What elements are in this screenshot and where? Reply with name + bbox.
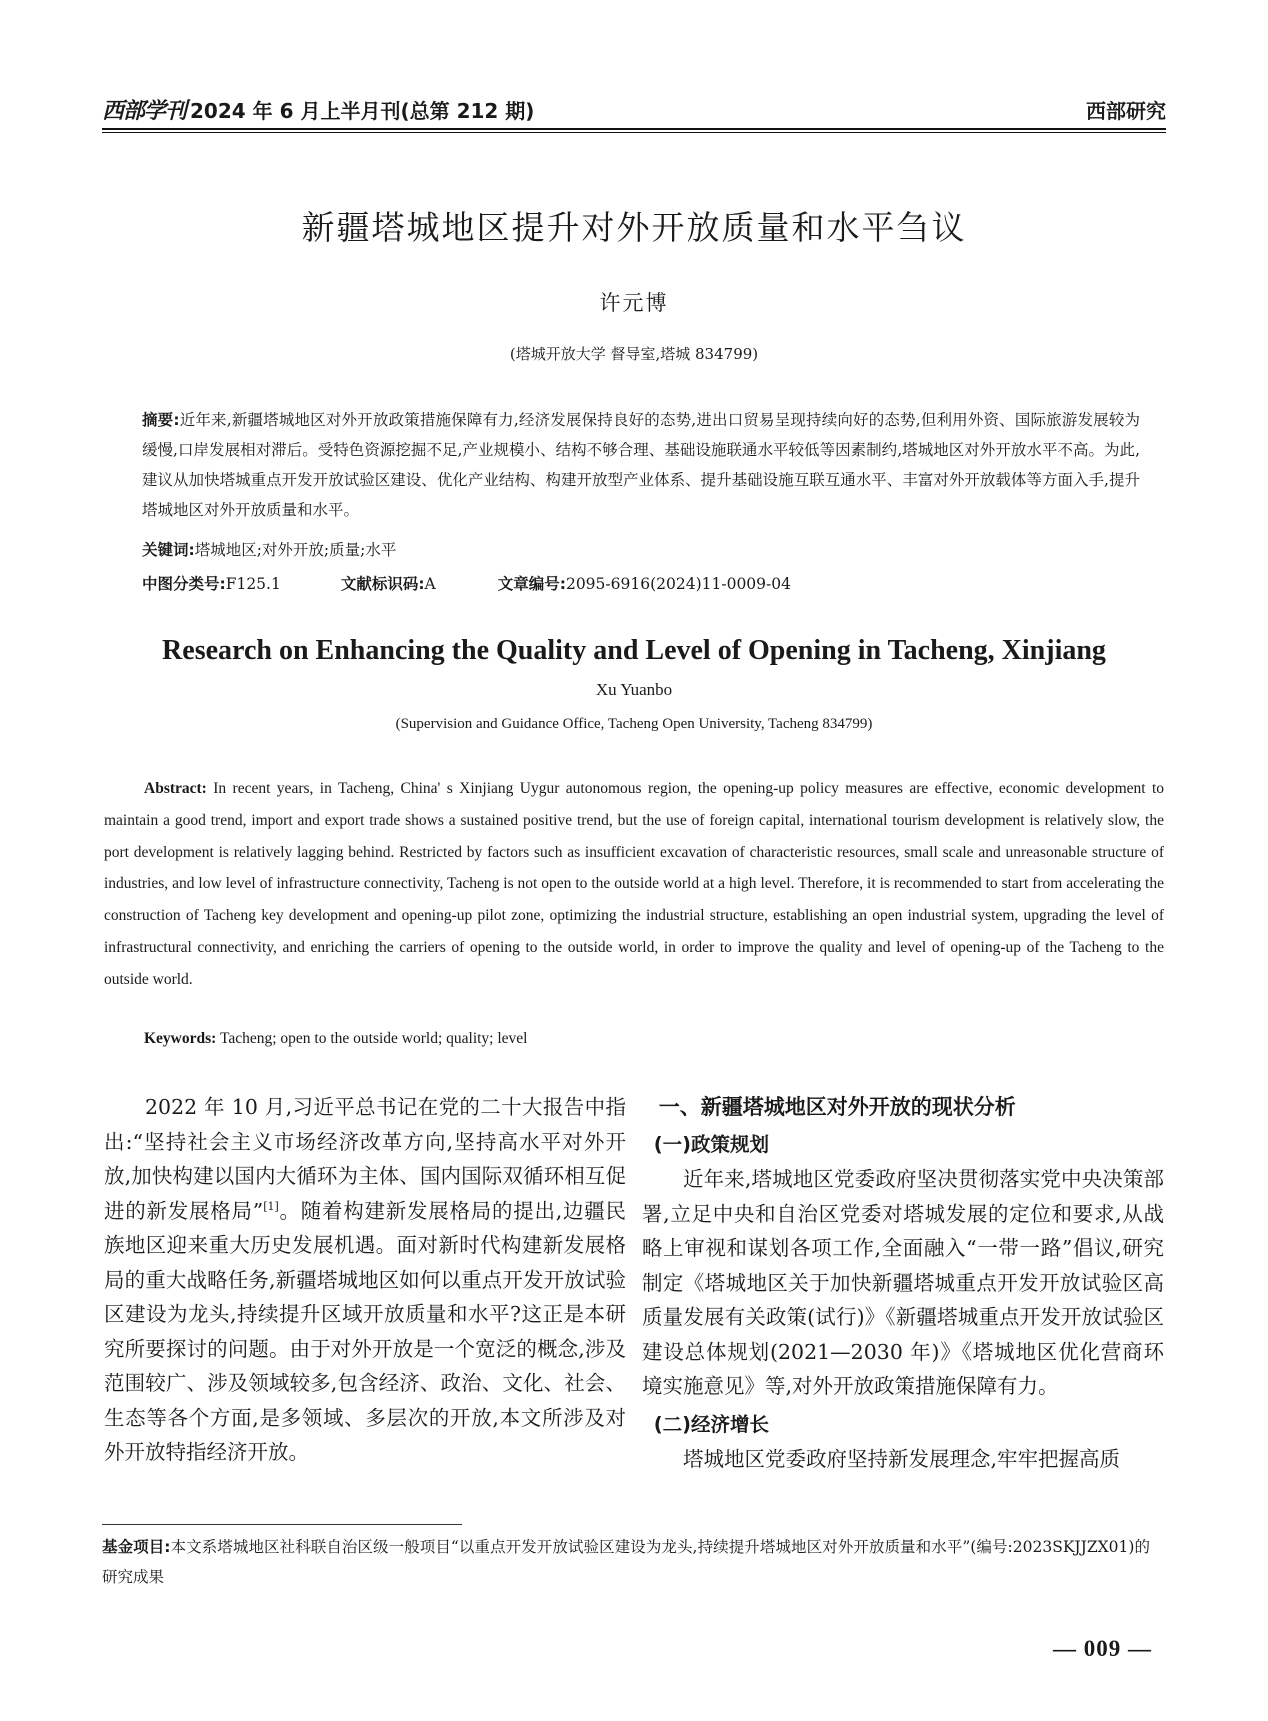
affiliation-chinese: (塔城开放大学 督导室,塔城 834799) (509, 345, 759, 363)
classification-line (142, 572, 849, 594)
keywords-english-label: Keywords: (144, 1030, 217, 1047)
article-number-value: 2095-6916(2024)11-0009-04 (565, 575, 791, 593)
keywords-chinese-text: 塔城地区;对外开放;质量;水平 (194, 541, 397, 559)
citation-ref[interactable]: [1] (263, 1199, 279, 1213)
intro-text-part1: 2022 年 10 月,习近平总书记在党的二十大报告中指出:“坚持社会主义市场经济改革方向,坚持高水平对外开放,加快构建以国内大循环为主体、国内国际双循环相互促进的新发展格局” (104, 1095, 626, 1223)
keywords-chinese-label: 关键词: (142, 541, 195, 559)
journal-logo: 西部学刊 (102, 97, 187, 124)
intro-paragraph (104, 1090, 626, 1470)
title-chinese: 新疆塔城地区提升对外开放质量和水平刍议 (301, 208, 967, 247)
issue-info: 2024 年 6 月上半月刊(总第 212 期) (190, 98, 535, 123)
abstract-chinese (142, 405, 1140, 525)
section-heading: 一、新疆塔城地区对外开放的现状分析 (658, 1095, 1016, 1119)
section-name: 西部研究 (1086, 98, 1166, 123)
doc-code-value: A (424, 575, 436, 593)
page-number: — 009 — (1053, 1636, 1152, 1661)
running-header (102, 92, 1166, 126)
subsection-heading-policy: (一)政策规划 (653, 1133, 770, 1156)
doc-code-label: 文献标识码: (340, 575, 425, 593)
abstract-english (104, 773, 1164, 996)
body-column-right (642, 1090, 1164, 1476)
funding-label: 基金项目: (102, 1538, 171, 1556)
funding-footnote (102, 1532, 1150, 1592)
author-chinese: 许元博 (599, 291, 669, 315)
clc-label: 中图分类号: (142, 575, 226, 593)
abstract-chinese-label: 摘要: (142, 411, 180, 429)
economy-paragraph: 塔城地区党委政府坚持新发展理念,牢牢把握高质 (683, 1446, 1121, 1471)
policy-paragraph: 近年来,塔城地区党委政府坚决贯彻落实党中央决策部署,立足中央和自治区党委对塔城发展的定位和要求,从战略上审视和谋划各项工作,全面融入“一带一路”倡议,研究制定《塔城地区关于加快新疆塔城重点开发开放试验区高质量发展有关政策(试行)》《新疆塔城重点开发开放试验区建设总体规划(2021—2030 年)》《塔城地区优化营商环境实施意见》等,对外开放政策措施保障有力。 (642, 1167, 1164, 1398)
abstract-chinese-text: 近年来,新疆塔城地区对外开放政策措施保障有力,经济发展保持良好的态势,进出口贸易呈现持续向好的态势,但利用外资、国际旅游发展较为缓慢,口岸发展相对滞后。受特色资源挖掘不足,产业规模小、结构不够合理、基础设施联通水平较低等因素制约,塔城地区对外开放水平不高。为此,建议从加快塔城重点开发开放试验区建设、优化产业结构、构建开放型产业体系、提升基础设施互联互通水平、丰富对外开放载体等方面入手,提升塔城地区对外开放质量和水平。 (142, 411, 1141, 519)
header-left (102, 94, 534, 125)
article-number-label: 文章编号: (497, 575, 566, 593)
title-english: Research on Enhancing the Quality and Level of Opening in Tacheng, Xinjiang (162, 635, 1106, 666)
body-column-left (104, 1090, 626, 1470)
footnote-rule (102, 1524, 462, 1525)
header-rule (102, 128, 1166, 133)
keywords-english-text: Tacheng; open to the outside world; quality; level (219, 1030, 528, 1047)
funding-text: 本文系塔城地区社科联自治区级一般项目“以重点开发开放试验区建设为龙头,持续提升塔城地区对外开放质量和水平”(编号:2023SKJJZX01)的研究成果 (102, 1538, 1150, 1586)
abstract-english-text: In recent years, in Tacheng, China' s Xinjiang Uygur autonomous region, the opening-up policy measures are effective, economic development to maintain a good trend, import and export trade shows a sustained positive trend, but the use of foreign capital, international tourism development is relatively slow, the port development is relatively lagging behind. Restricted by factors such as insufficient excavation of characteristic resources, small scale and unreasonable structure of industries, and low level of infrastructure connectivity, Tacheng is not open to the outside world at a high level. Therefore, it is recommended to start from accelerating the construction of Tacheng key development and opening-up pilot zone, optimizing the industrial structure, establishing an open industrial system, upgrading the level of infrastructural connectivity, and enriching the carriers of opening to the outside world, in order to improve the quality and level of opening-up of the Tacheng to the outside world. (104, 780, 1165, 988)
author-english: Xu Yuanbo (595, 680, 673, 699)
keywords-chinese (142, 538, 396, 560)
intro-text-part2: 。随着构建新发展格局的提出,边疆民族地区迎来重大历史发展机遇。面对新时代构建新发展格局的重大战略任务,新疆塔城地区如何以重点开发开放试验区建设为龙头,持续提升区域开放质量和水平?这正是本研究所要探讨的问题。由于对外开放是一个宽泛的概念,涉及范围较广、涉及领域较多,包含经济、政治、文化、社会、生态等各个方面,是多领域、多层次的开放,本文所涉及对外开放特指经济开放。 (104, 1198, 626, 1464)
clc-value: F125.1 (225, 575, 281, 593)
abstract-english-label: Abstract: (144, 780, 207, 797)
keywords-english (144, 1030, 528, 1048)
affiliation-english: (Supervision and Guidance Office, Tacheng Open University, Tacheng 834799) (395, 716, 873, 732)
subsection-heading-economy: (二)经济增长 (653, 1412, 770, 1436)
